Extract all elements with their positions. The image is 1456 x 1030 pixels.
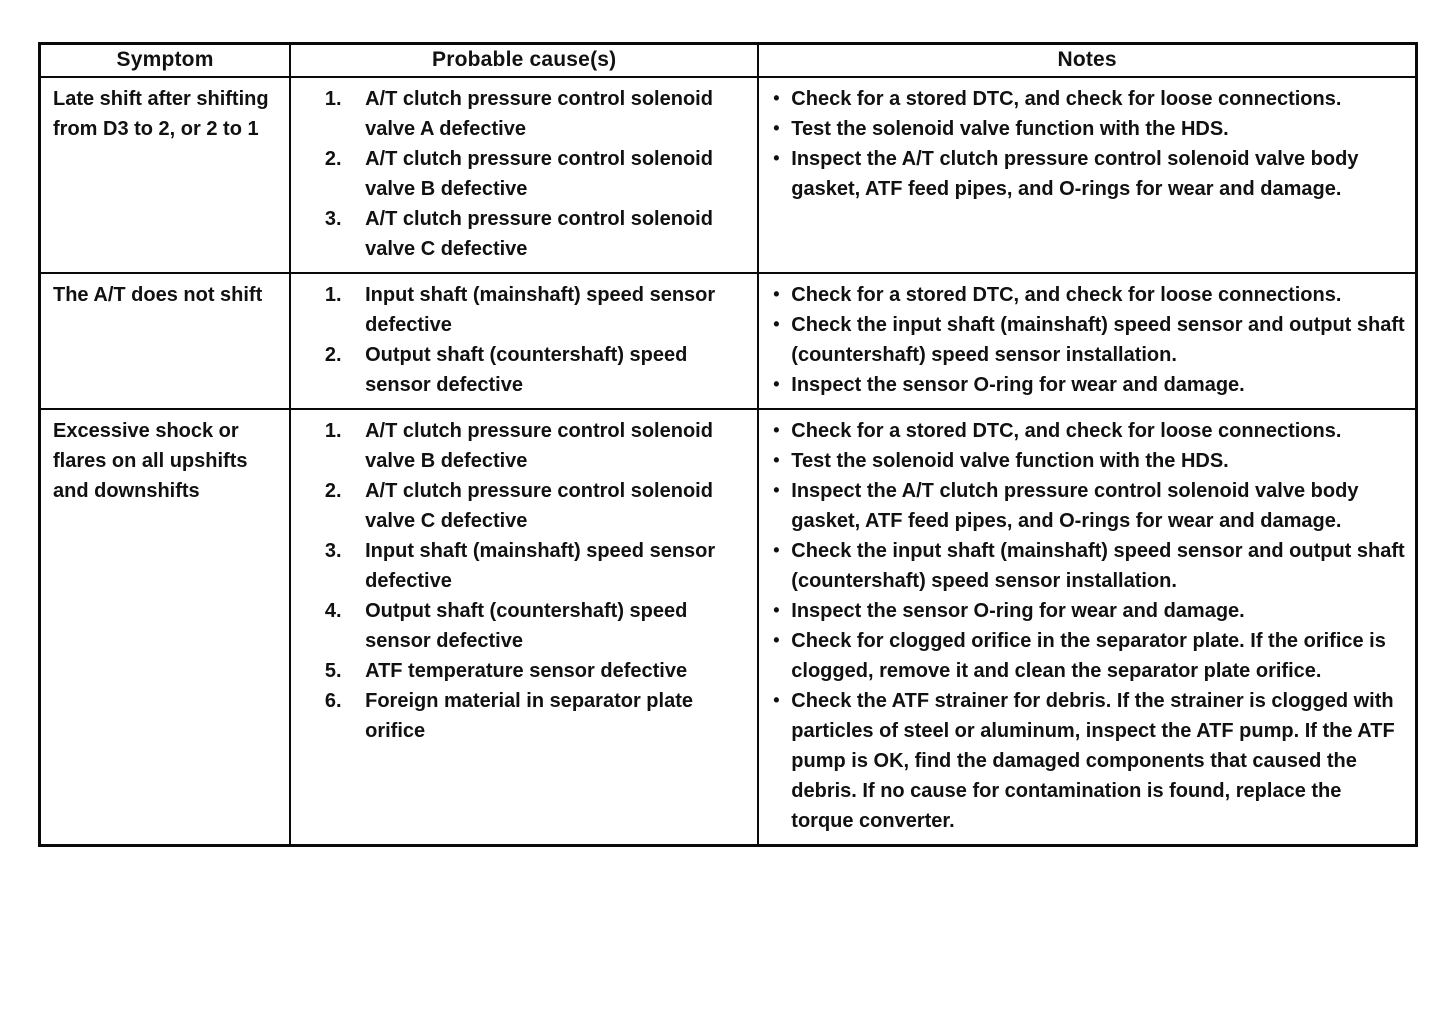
note-item: • Inspect the A/T clutch pressure control solenoid valve body gasket, ATF feed pipes, and O-rings for wear and damage. xyxy=(769,144,1407,204)
troubleshooting-table xyxy=(38,42,1418,847)
symptom-cell: Late shift after shifting from D3 to 2, or 2 to 1 xyxy=(40,77,291,273)
causes-cell xyxy=(290,409,758,846)
note-item: • Check for a stored DTC, and check for loose connections. xyxy=(769,84,1407,114)
symptom-cell: The A/T does not shift xyxy=(40,273,291,409)
document-page xyxy=(38,42,1418,847)
note-item: • Check the input shaft (mainshaft) speed sensor and output shaft (countershaft) speed sensor installation. xyxy=(769,310,1407,370)
cause-item: 1. A/T clutch pressure control solenoid valve B defective xyxy=(347,416,749,476)
note-item: • Inspect the sensor O-ring for wear and damage. xyxy=(769,596,1407,626)
causes-list xyxy=(301,84,749,264)
causes-list xyxy=(301,280,749,400)
notes-list xyxy=(769,416,1407,836)
symptom-header: Symptom xyxy=(40,44,291,78)
notes-cell xyxy=(758,77,1416,273)
cause-item: 2. A/T clutch pressure control solenoid valve B defective xyxy=(347,144,749,204)
note-item: • Check the input shaft (mainshaft) speed sensor and output shaft (countershaft) speed sensor installation. xyxy=(769,536,1407,596)
causes-cell xyxy=(290,77,758,273)
notes-cell xyxy=(758,273,1416,409)
note-item: • Check for a stored DTC, and check for loose connections. xyxy=(769,416,1407,446)
notes-header: Notes xyxy=(758,44,1416,78)
cause-item: 1. Input shaft (mainshaft) speed sensor defective xyxy=(347,280,749,340)
note-item: • Check for a stored DTC, and check for loose connections. xyxy=(769,280,1407,310)
note-item: • Check the ATF strainer for debris. If the strainer is clogged with particles of steel or aluminum, inspect the ATF pump. If the ATF pump is OK, find the damaged components that caused the debris. If no cause for contamination is found, replace the torque converter. xyxy=(769,686,1407,836)
table-row xyxy=(40,409,1417,846)
cause-item: 1. A/T clutch pressure control solenoid valve A defective xyxy=(347,84,749,144)
cause-item: 4. Output shaft (countershaft) speed sensor defective xyxy=(347,596,749,656)
cause-item: 3. Input shaft (mainshaft) speed sensor defective xyxy=(347,536,749,596)
note-item: • Check for clogged orifice in the separator plate. If the orifice is clogged, remove it and clean the separator plate orifice. xyxy=(769,626,1407,686)
notes-list xyxy=(769,84,1407,204)
note-item: • Inspect the sensor O-ring for wear and damage. xyxy=(769,370,1407,400)
cause-item: 2. A/T clutch pressure control solenoid valve C defective xyxy=(347,476,749,536)
table-row xyxy=(40,77,1417,273)
cause-item: 6. Foreign material in separator plate orifice xyxy=(347,686,749,746)
notes-list xyxy=(769,280,1407,400)
cause-item: 5. ATF temperature sensor defective xyxy=(347,656,749,686)
causes-list xyxy=(301,416,749,746)
note-item: • Test the solenoid valve function with the HDS. xyxy=(769,446,1407,476)
symptom-cell: Excessive shock or flares on all upshifts and downshifts xyxy=(40,409,291,846)
causes-cell xyxy=(290,273,758,409)
header-row xyxy=(40,44,1417,78)
table-row xyxy=(40,273,1417,409)
notes-cell xyxy=(758,409,1416,846)
note-item: • Test the solenoid valve function with the HDS. xyxy=(769,114,1407,144)
cause-item: 2. Output shaft (countershaft) speed sensor defective xyxy=(347,340,749,400)
probable-causes-header: Probable cause(s) xyxy=(290,44,758,78)
note-item: • Inspect the A/T clutch pressure control solenoid valve body gasket, ATF feed pipes, and O-rings for wear and damage. xyxy=(769,476,1407,536)
cause-item: 3. A/T clutch pressure control solenoid valve C defective xyxy=(347,204,749,264)
